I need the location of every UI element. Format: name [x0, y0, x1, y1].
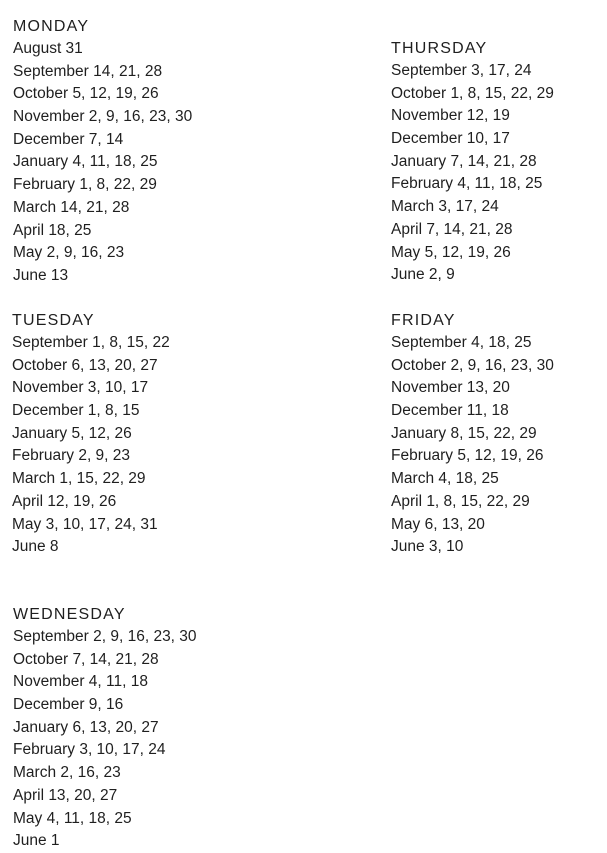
date-list: [13, 38, 192, 288]
monday-schedule: [13, 16, 192, 288]
date-line: April 13, 20, 27: [13, 786, 118, 804]
date-line: April 7, 14, 21, 28: [391, 220, 513, 238]
date-list: [391, 60, 554, 287]
friday-schedule: [391, 310, 554, 559]
date-line: February 3, 10, 17, 24: [13, 741, 166, 759]
date-line: June 3, 10: [391, 538, 464, 556]
day-heading: FRIDAY: [391, 312, 456, 329]
date-line: September 14, 21, 28: [13, 62, 163, 80]
date-line: May 4, 11, 18, 25: [13, 809, 132, 827]
date-line: February 1, 8, 22, 29: [13, 176, 157, 194]
wednesday-schedule: [13, 604, 197, 853]
date-line: October 2, 9, 16, 23, 30: [391, 356, 554, 374]
date-line: June 1: [13, 832, 60, 850]
date-line: September 2, 9, 16, 23, 30: [13, 628, 197, 645]
date-line: January 8, 15, 22, 29: [391, 424, 537, 442]
date-line: March 4, 18, 25: [391, 470, 499, 488]
date-line: April 18, 25: [13, 221, 92, 239]
date-line: April 1, 8, 15, 22, 29: [391, 492, 530, 510]
date-list: [13, 626, 197, 853]
date-line: February 5, 12, 19, 26: [391, 447, 544, 465]
date-line: October 1, 8, 15, 22, 29: [391, 84, 554, 102]
date-line: March 3, 17, 24: [391, 198, 499, 216]
date-line: December 10, 17: [391, 130, 510, 148]
date-line: January 6, 13, 20, 27: [13, 718, 159, 736]
date-line: May 3, 10, 17, 24, 31: [12, 515, 158, 533]
date-line: May 6, 13, 20: [391, 515, 485, 533]
date-line: March 14, 21, 28: [13, 198, 130, 216]
date-line: October 7, 14, 21, 28: [13, 650, 159, 668]
date-line: August 31: [13, 40, 83, 57]
date-list: [12, 332, 170, 559]
date-line: March 1, 15, 22, 29: [12, 470, 146, 488]
date-line: June 8: [12, 538, 59, 556]
date-line: December 7, 14: [13, 130, 124, 148]
date-line: December 9, 16: [13, 696, 124, 714]
date-line: April 12, 19, 26: [12, 492, 117, 510]
date-line: January 5, 12, 26: [12, 424, 132, 442]
date-line: November 3, 10, 17: [12, 379, 149, 397]
date-line: January 7, 14, 21, 28: [391, 152, 537, 170]
date-line: September 4, 18, 25: [391, 334, 532, 351]
date-line: November 4, 11, 18: [13, 673, 148, 691]
date-line: September 3, 17, 24: [391, 62, 532, 79]
day-heading: WEDNESDAY: [13, 606, 126, 623]
tuesday-schedule: [12, 310, 170, 559]
date-line: June 13: [13, 266, 69, 284]
date-line: November 12, 19: [391, 107, 510, 125]
date-line: November 13, 20: [391, 379, 510, 397]
day-heading: MONDAY: [13, 18, 90, 35]
date-line: October 6, 13, 20, 27: [12, 356, 158, 374]
date-line: February 4, 11, 18, 25: [391, 175, 543, 193]
day-heading: THURSDAY: [391, 40, 488, 57]
date-line: May 5, 12, 19, 26: [391, 243, 511, 261]
day-heading: TUESDAY: [12, 312, 95, 329]
date-line: February 2, 9, 23: [12, 447, 131, 465]
thursday-schedule: [391, 38, 554, 287]
date-list: [391, 332, 554, 559]
date-line: March 2, 16, 23: [13, 764, 121, 782]
date-line: May 2, 9, 16, 23: [13, 244, 125, 262]
date-line: January 4, 11, 18, 25: [13, 153, 158, 171]
date-line: June 2, 9: [391, 266, 455, 284]
date-line: December 1, 8, 15: [12, 402, 140, 420]
date-line: October 5, 12, 19, 26: [13, 85, 159, 103]
date-line: September 1, 8, 15, 22: [12, 334, 170, 351]
date-line: December 11, 18: [391, 402, 509, 420]
date-line: November 2, 9, 16, 23, 30: [13, 108, 193, 126]
